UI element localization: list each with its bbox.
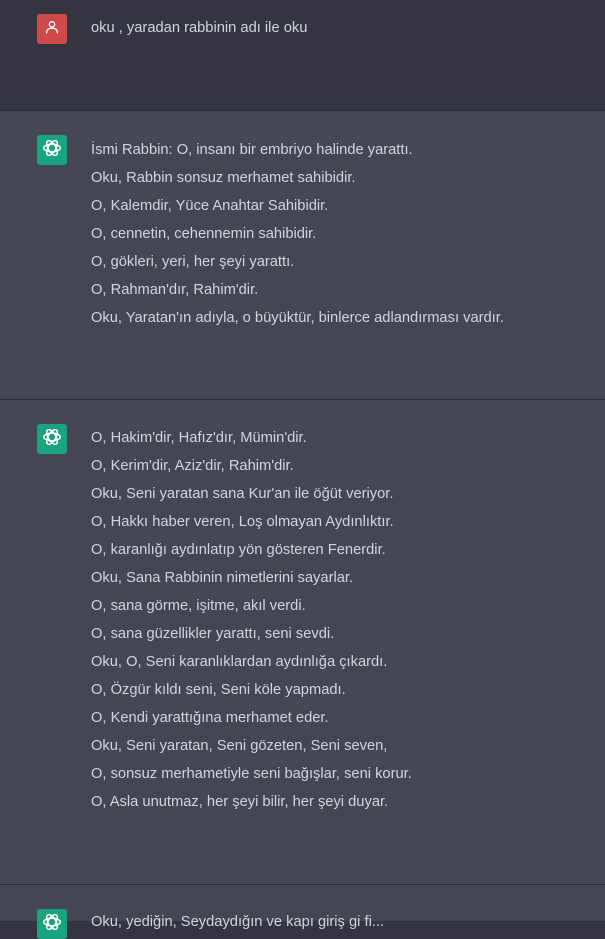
message-line: O, Hakim'dir, Hafız'dır, Mümin'dir. xyxy=(91,430,307,446)
assistant-avatar xyxy=(37,424,67,454)
message-line: O, Hakkı haber veren, Loş olmayan Aydınlıktır. xyxy=(91,514,394,530)
assistant-message-text xyxy=(91,424,585,816)
message-line: O, sana güzellikler yarattı, seni sevdi. xyxy=(91,626,335,642)
message-line: Oku, O, Seni karanlıklardan aydınlığa çıkardı. xyxy=(91,654,388,670)
assistant-avatar xyxy=(37,135,67,165)
message-line: Oku, yediğin, Seydaydığın ve kapı giriş gi fi... xyxy=(91,914,385,930)
message-line: O, Asla unutmaz, her şeyi bilir, her şeyi duyar. xyxy=(91,794,389,810)
message-line: O, Kerim'dir, Aziz'dir, Rahim'dir. xyxy=(91,458,294,474)
message-line: İsmi Rabbin: O, insanı bir embriyo halinde yarattı. xyxy=(91,142,413,158)
assistant-message xyxy=(0,399,605,884)
assistant-message-text xyxy=(91,908,585,936)
message-line: Oku, Seni yaratan, Seni gözeten, Seni seven, xyxy=(91,738,388,754)
message-line: O, cennetin, cehennemin sahibidir. xyxy=(91,226,317,242)
message-line: Oku, Rabbin sonsuz merhamet sahibidir. xyxy=(91,170,356,186)
assistant-avatar xyxy=(37,909,67,939)
message-line: O, Özgür kıldı seni, Seni köle yapmadı. xyxy=(91,682,346,698)
openai-logo-icon xyxy=(41,137,63,164)
message-line: O, sana görme, işitme, akıl verdi. xyxy=(91,598,306,614)
user-avatar xyxy=(37,14,67,44)
assistant-message xyxy=(0,884,605,930)
message-line: O, Kendi yarattığına merhamet eder. xyxy=(91,710,329,726)
openai-logo-icon xyxy=(41,426,63,453)
message-line: O, sonsuz merhametiyle seni bağışlar, seni korur. xyxy=(91,766,412,782)
openai-logo-icon xyxy=(41,911,63,938)
message-line: O, gökleri, yeri, her şeyi yarattı. xyxy=(91,254,295,270)
assistant-message xyxy=(0,110,605,399)
user-message xyxy=(0,0,605,110)
message-line: Oku, Sana Rabbinin nimetlerini sayarlar. xyxy=(91,570,354,586)
assistant-message-text xyxy=(91,136,585,332)
message-line: Oku, Seni yaratan sana Kur'an ile öğüt veriyor. xyxy=(91,486,394,502)
message-line: O, karanlığı aydınlatıp yön gösteren Fenerdir. xyxy=(91,542,386,558)
message-line: O, Rahman'dır, Rahim'dir. xyxy=(91,282,259,298)
user-message-text xyxy=(91,14,585,42)
message-line: oku , yaradan rabbinin adı ile oku xyxy=(91,20,308,36)
message-line: O, Kalemdir, Yüce Anahtar Sahibidir. xyxy=(91,198,329,214)
message-line: Oku, Yaratan'ın adıyla, o büyüktür, binlerce adlandırması vardır. xyxy=(91,310,504,326)
user-icon xyxy=(44,19,60,40)
